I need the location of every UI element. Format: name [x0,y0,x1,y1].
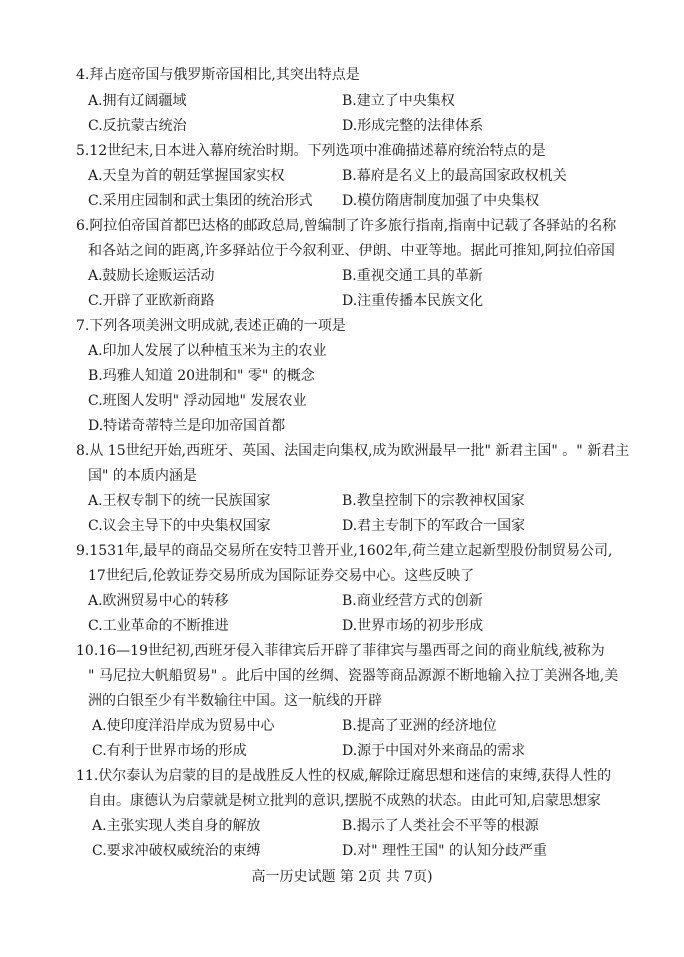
q11-option-b: B.揭示了人类社会不平等的根源 [342,818,539,834]
q10-stem-line-1: 10.16—19世纪初,西班牙侵入菲律宾后开辟了菲律宾与墨西哥之间的商业航线,被称为 [76,643,605,659]
q11-stem-line-2: 自由。康德认为启蒙就是树立批判的意识,摆脱不成熟的状态。由此可知,启蒙思想家 [88,793,601,809]
q6-option-d: D.注重传播本民族文化 [342,293,484,309]
q9-option-d: D.世界市场的初步形成 [342,618,484,634]
q6-option-a: A.鼓励长途贩运活动 [88,268,215,284]
page-footer: 高一历史试题 第 2页 共 7页) [251,869,433,885]
q11-option-c: C.要求冲破权威统治的束缚 [92,843,261,859]
q10-option-a: A.使印度洋沿岸成为贸易中心 [92,718,275,734]
q9-stem-line-2: 17世纪后,伦敦证券交易所成为国际证券交易中心。这些反映了 [88,568,475,584]
q5-option-b: B.幕府是名义上的最高国家政权机关 [342,168,567,184]
q11-stem-line-1: 11.伏尔泰认为启蒙的目的是战胜反人性的权威,解除迂腐思想和迷信的束缚,获得人性的 [76,768,612,784]
q7-stem-line-1: 7.下列各项美洲文明成就,表述正确的一项是 [76,318,346,334]
q5-option-c: C.采用庄园制和武士集团的统治形式 [88,193,313,209]
q11-option-d: D.对" 理性王国" 的认知分歧严重 [342,843,547,859]
q6-stem-line-1: 6.阿拉伯帝国首都巴达格的邮政总局,曾编制了许多旅行指南,指南中记载了各驿站的名称 [76,218,617,234]
q5-option-d: D.模仿隋唐制度加强了中央集权 [342,193,540,209]
q7-option-c: C.班图人发明" 浮动园地" 发展农业 [88,393,307,409]
q8-option-a: A.王权专制下的统一民族国家 [88,493,271,509]
q4-option-b: B.建立了中央集权 [342,93,455,109]
q8-stem-line-2: 国" 的本质内涵是 [88,468,197,484]
q4-option-d: D.形成完整的法律体系 [342,118,484,134]
q5-stem-line-1: 5.12世纪末,日本进入幕府统治时期。下列选项中准确描述幕府统治特点的是 [76,143,546,159]
q9-stem-line-1: 9.1531年,最早的商品交易所在安特卫普开业,1602年,荷兰建立起新型股份制贸易公司, [76,543,613,559]
q8-option-c: C.议会主导下的中央集权国家 [88,518,271,534]
q4-option-a: A.拥有辽阔疆域 [88,93,187,109]
q4-stem-line-1: 4.拜占庭帝国与俄罗斯帝国相比,其突出特点是 [76,67,360,83]
q10-option-d: D.源于中国对外来商品的需求 [342,743,526,759]
q6-option-c: C.开辟了亚欧新商路 [88,293,215,309]
q8-option-b: B.教皇控制下的宗教神权国家 [342,493,525,509]
q10-stem-line-2: " 马尼拉大帆船贸易" 。此后中国的丝绸、瓷器等商品源源不断地输入拉丁美洲各地,美 [88,668,619,684]
q9-option-b: B.商业经营方式的创新 [342,593,483,609]
q6-option-b: B.重视交通工具的革新 [342,268,483,284]
q8-stem-line-1: 8.从 15世纪开始,西班牙、英国、法国走向集权,成为欧洲最早一批" 新君主国" 。" 新君主 [76,443,630,459]
q10-stem-line-3: 洲的白银至少有半数输往中国。这一航线的开辟 [88,693,382,709]
q7-option-d: D.特诺奇蒂特兰是印加帝国首都 [88,418,286,434]
q5-option-a: A.天皇为首的朝廷掌握国家实权 [88,168,285,184]
q6-stem-line-2: 和各站之间的距离,许多驿站位于今叙利亚、伊朗、中亚等地。据此可推知,阿拉伯帝国 [88,243,615,259]
q11-option-a: A.主张实现人类自身的解放 [92,818,261,834]
q9-option-c: C.工业革命的不断推进 [88,618,229,634]
q7-option-a: A.印加人发展了以种植玉米为主的农业 [88,343,327,359]
q7-option-b: B.玛雅人知道 20进制和" 零" 的概念 [88,368,315,384]
q4-option-c: C.反抗蒙古统治 [88,118,187,134]
q8-option-d: D.君主专制下的军政合一国家 [342,518,526,534]
q10-option-c: C.有利于世界市场的形成 [92,743,247,759]
q10-option-b: B.提高了亚洲的经济地位 [342,718,497,734]
q9-option-a: A.欧洲贸易中心的转移 [88,593,229,609]
